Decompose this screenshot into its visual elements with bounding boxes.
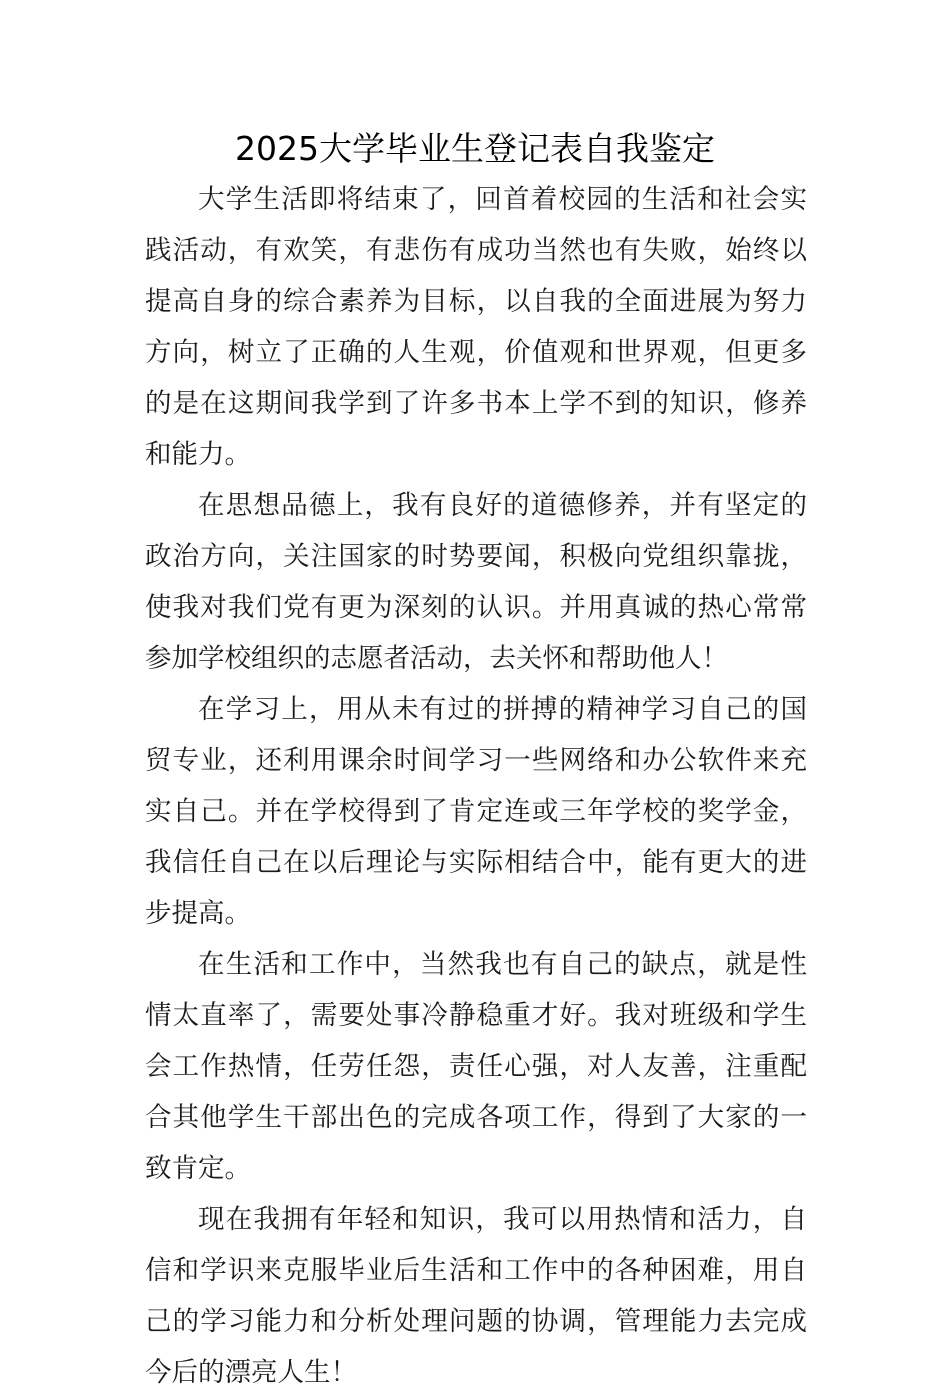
paragraph-study: 在学习上，用从未有过的拼搏的精神学习自己的国贸专业，还利用课余时间学习一些网络和办公软件来充实自己。并在学校得到了肯定连或三年学校的奖学金，我信任自己在以后理论与实际相结合中，能有更大的进步提高。 — [145, 694, 807, 929]
paragraph-intro: 大学生活即将结束了，回首着校园的生活和社会实践活动，有欢笑，有悲伤有成功当然也有失败，始终以提高自身的综合素养为目标，以自我的全面进展为努力方向，树立了正确的人生观，价值观和世界观，但更多的是在这期间我学到了许多书本上学不到的知识，修养和能力。 — [145, 184, 807, 470]
paragraph-future: 现在我拥有年轻和知识，我可以用热情和活力，自信和学识来克服毕业后生活和工作中的各种困难，用自己的学习能力和分析处理问题的协调，管理能力去完成今后的漂亮人生！ — [145, 1204, 807, 1388]
paragraph-morality: 在思想品德上，我有良好的道德修养，并有坚定的政治方向，关注国家的时势要闻，积极向党组织靠拢，使我对我们党有更为深刻的认识。并用真诚的热心常常参加学校组织的志愿者活动，去关怀和帮助他人！ — [145, 490, 807, 674]
paragraph-life-work: 在生活和工作中，当然我也有自己的缺点，就是性情太直率了，需要处事冷静稳重才好。我对班级和学生会工作热情，任劳任怨，责任心强，对人友善，注重配合其他学生干部出色的完成各项工作，得到了大家的一致肯定。 — [145, 949, 807, 1184]
document-title: 2025大学毕业生登记表自我鉴定 — [235, 129, 715, 168]
document-body — [145, 174, 807, 1398]
